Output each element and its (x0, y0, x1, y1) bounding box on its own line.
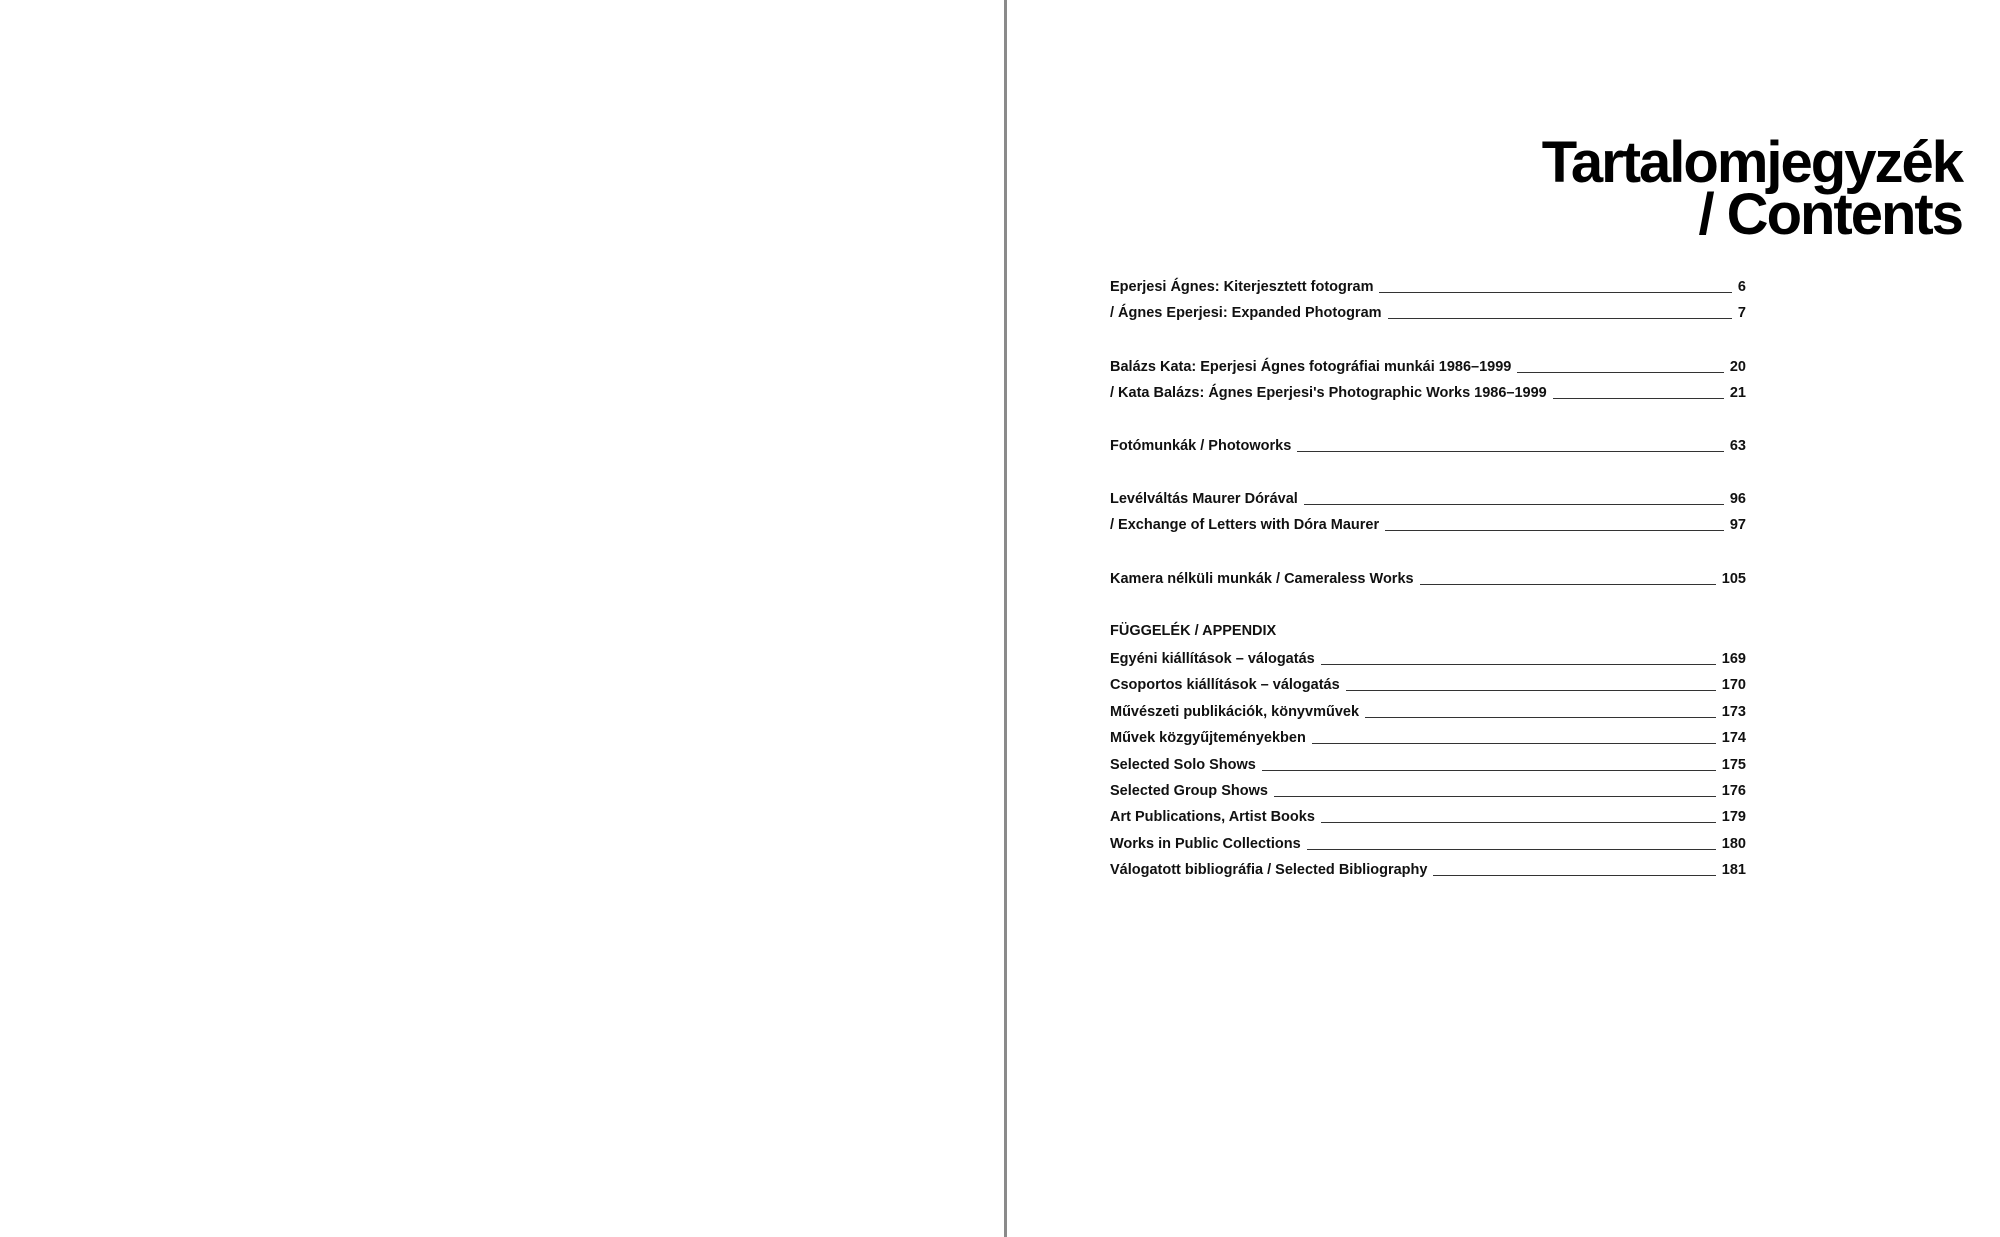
toc-entry-label: Válogatott bibliográfia / Selected Bibliography (1110, 862, 1428, 878)
toc-entry-page: 7 (1737, 305, 1746, 321)
toc-appendix-entry[interactable] (1110, 644, 1746, 670)
toc-leader-line (1307, 848, 1716, 850)
toc-entry-page: 169 (1721, 651, 1746, 667)
toc-leader-line (1388, 317, 1732, 319)
toc-entry-label: Csoportos kiállítások – válogatás (1110, 677, 1340, 693)
toc-leader-line (1321, 821, 1716, 823)
toc-entry[interactable] (1110, 378, 1746, 404)
toc-entry-page: 6 (1737, 279, 1746, 295)
toc-entry-page: 96 (1729, 491, 1746, 507)
toc-entry-page: 174 (1721, 730, 1746, 746)
toc-entry-label: Eperjesi Ágnes: Kiterjesztett fotogram (1110, 279, 1374, 295)
toc-entry-label: Fotómunkák / Photoworks (1110, 438, 1292, 454)
toc-entry-page: 170 (1721, 677, 1746, 693)
toc-entry-page: 63 (1729, 438, 1746, 454)
page-title (1541, 130, 1962, 247)
toc-appendix-entry[interactable] (1110, 670, 1746, 696)
toc-entry-label: Art Publications, Artist Books (1110, 809, 1315, 825)
toc-entry-page: 173 (1721, 704, 1746, 720)
toc-leader-line (1553, 397, 1724, 399)
toc-appendix-entry[interactable] (1110, 776, 1746, 802)
toc-entry-label: Selected Group Shows (1110, 783, 1268, 799)
toc-leader-line (1517, 371, 1724, 373)
toc-entry-label: / Kata Balázs: Ágnes Eperjesi's Photographic Works 1986–1999 (1110, 385, 1547, 401)
toc-entry-label: Művészeti publikációk, könyvművek (1110, 704, 1360, 720)
toc-entry-label: Egyéni kiállítások – válogatás (1110, 651, 1315, 667)
toc-appendix-entry[interactable] (1110, 723, 1746, 749)
toc-entry-label: / Ágnes Eperjesi: Expanded Photogram (1110, 305, 1382, 321)
toc-entry-page: 181 (1721, 862, 1746, 878)
toc-entry-label: Balázs Kata: Eperjesi Ágnes fotográfiai munkái 1986–1999 (1110, 359, 1512, 375)
toc-leader-line (1385, 529, 1724, 531)
toc-leader-line (1365, 716, 1716, 718)
toc-entry[interactable] (1110, 564, 1746, 590)
toc-entry[interactable] (1110, 272, 1746, 298)
toc-leader-line (1321, 663, 1716, 665)
toc-leader-line (1262, 769, 1716, 771)
toc-entry-label: / Exchange of Letters with Dóra Maurer (1110, 517, 1380, 533)
toc-leader-line (1433, 874, 1715, 876)
toc-leader-line (1304, 503, 1724, 505)
toc-appendix-entry[interactable] (1110, 802, 1746, 828)
toc-leader-line (1297, 450, 1724, 452)
toc-entry-page: 105 (1721, 571, 1746, 587)
toc-entry-page: 21 (1729, 385, 1746, 401)
toc-entry[interactable] (1110, 510, 1746, 536)
toc-entry-page: 97 (1729, 517, 1746, 533)
toc-entry-label: Selected Solo Shows (1110, 757, 1256, 773)
page-title-line-2: / Contents (1698, 182, 1962, 247)
toc-entry-page: 175 (1721, 757, 1746, 773)
toc-entry-label: Works in Public Collections (1110, 836, 1301, 852)
toc-appendix-entry[interactable] (1110, 697, 1746, 723)
toc-leader-line (1379, 291, 1731, 293)
toc-entry[interactable] (1110, 352, 1746, 378)
toc-entry-label: Levélváltás Maurer Dórával (1110, 491, 1298, 507)
toc-leader-line (1346, 689, 1716, 691)
toc-appendix-entry[interactable] (1110, 855, 1746, 881)
toc-leader-line (1420, 583, 1716, 585)
toc-appendix-entry[interactable] (1110, 750, 1746, 776)
right-page (1007, 0, 2000, 1237)
toc-appendix-entry[interactable] (1110, 829, 1746, 855)
toc-entry-page: 176 (1721, 783, 1746, 799)
toc-entry[interactable] (1110, 298, 1746, 324)
toc-entry-page: 179 (1721, 809, 1746, 825)
toc-entry-page: 180 (1721, 836, 1746, 852)
toc-entry-label: Kamera nélküli munkák / Cameraless Works (1110, 571, 1414, 587)
toc-entry[interactable] (1110, 484, 1746, 510)
toc-entry-label: Művek közgyűjteményekben (1110, 730, 1306, 746)
toc-entry-page: 20 (1729, 359, 1746, 375)
toc-leader-line (1274, 795, 1716, 797)
toc-entry[interactable] (1110, 431, 1746, 457)
appendix-heading: FÜGGELÉK / APPENDIX (1110, 623, 1277, 639)
page-title-line-1: Tartalomjegyzék (1541, 130, 1962, 195)
toc-leader-line (1312, 742, 1716, 744)
